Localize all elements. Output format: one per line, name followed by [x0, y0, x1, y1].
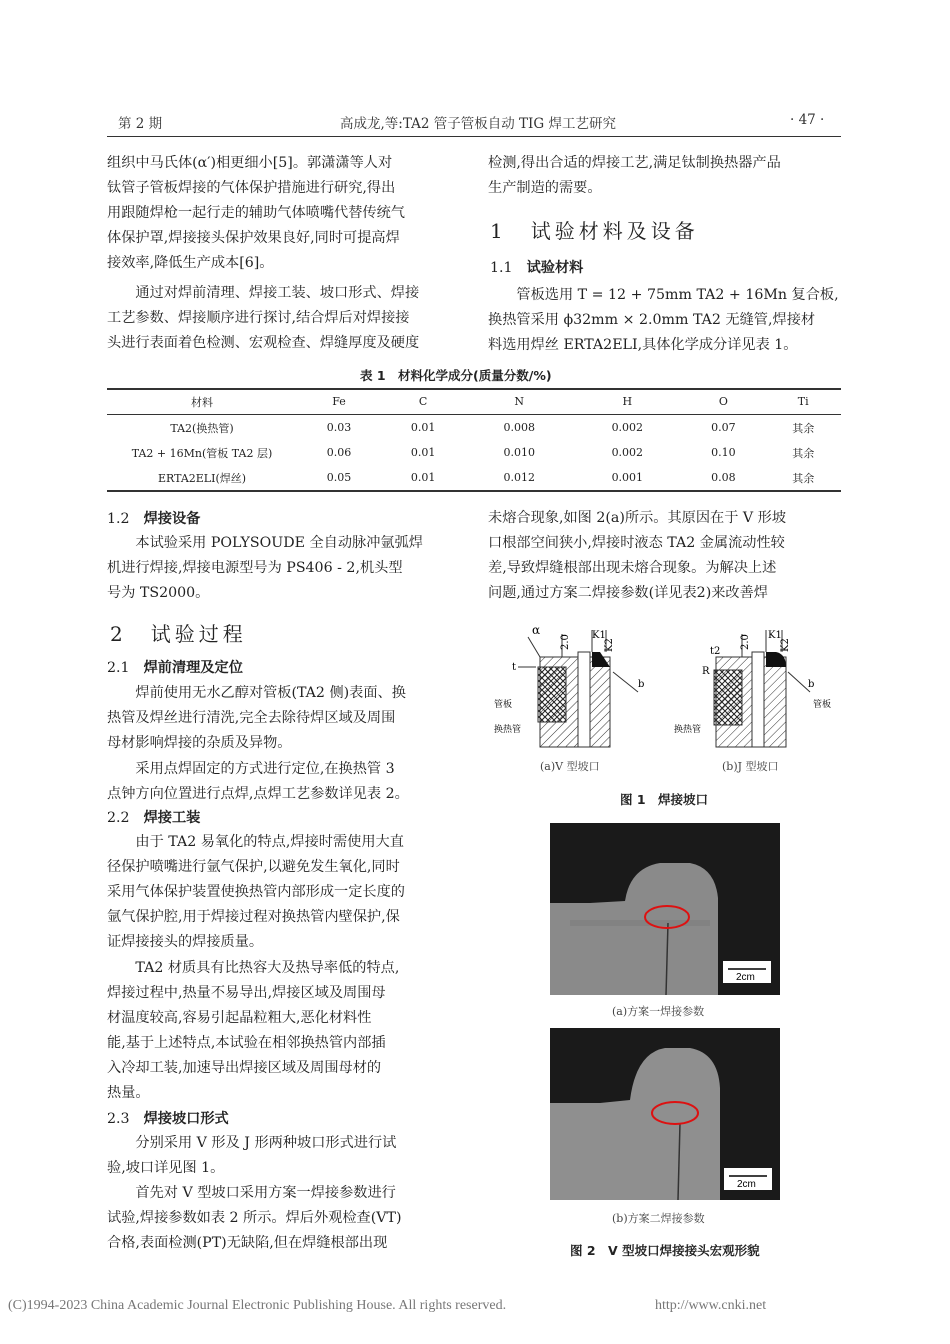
table-cell: 0.010: [503, 446, 535, 459]
figure-1a-subcaption: (a)V 型坡口: [540, 760, 600, 773]
heat-exchange-tube-label: 换热管: [674, 725, 702, 735]
tube-sheet-label: 管板: [494, 700, 513, 710]
table-cell: 0.01: [410, 471, 436, 484]
figure-1-caption: 图 1 焊接坡口: [620, 792, 709, 807]
alpha-label: α: [532, 623, 541, 637]
paragraph-2-2a: 由于 TA2 易氧化的特点,焊接时需使用大直 径保护喷嘴进行氩气保护,以避免发生氧化,同时 采用气体保护装置使换热管内部形成一定长度的 氩气保护腔,用于焊接过程对换热管内壁保护,保 证焊接接头的焊接质量。: [107, 834, 405, 950]
macro-photo-scheme-1: [550, 823, 780, 995]
table-cell: TA2(换热管): [170, 421, 234, 435]
macro-photo-1-drawing: [550, 823, 780, 995]
table-row: [107, 415, 841, 441]
table-cell: 其余: [792, 446, 815, 460]
paragraph-2-2b: TA2 材质具有比热容大及热导率低的特点, 焊接过程中,热量不易导出,焊接区域及周围母 材温度较高,容易引起晶粒粗大,恶化材料性 能,基于上述特点,本试验在相邻换热管内部插 入冷却工装,加速导出焊接区域及周围母材的 热量。: [107, 960, 400, 1101]
subsection-2-2-heading: 2.2 焊接工装: [107, 810, 201, 826]
left-paragraph-2: 通过对焊前清理、焊接工装、坡口形式、焊接 工艺参数、焊接顺序进行探讨,结合焊后对焊接接 头进行表面着色检测、宏观检查、焊缝厚度及硬度: [107, 285, 420, 351]
right-paragraph-3: 未熔合现象,如图 2(a)所示。其原因在于 V 形坡 口根部空间狭小,焊接时液态 TA2 金属流动性较 差,导致焊缝根部出现未熔合现象。为解决上述 问题,通过方案二焊接参数(详见表2)来改善焊: [488, 510, 787, 601]
r-label: R: [702, 666, 710, 677]
scale-bar-label: 2cm: [736, 972, 755, 983]
issue-number: 第 2 期: [118, 116, 163, 132]
table-cell: ERTA2ELI(焊丝): [157, 471, 247, 485]
paragraph-2-3a: 分别采用 V 形及 J 形两种坡口形式进行试 验,坡口详见图 1。: [107, 1135, 397, 1176]
table-row: [107, 465, 841, 490]
heat-exchange-tube-label: 换热管: [494, 725, 522, 735]
k1-label: K1: [592, 630, 606, 641]
running-title: 高成龙,等:TA2 管子管板自动 TIG 焊工艺研究: [340, 116, 616, 132]
page-number: · 47 ·: [790, 112, 825, 128]
table-cell: 0.012: [503, 471, 535, 484]
table-row: [107, 440, 841, 465]
figure-2b-subcaption: (b)方案二焊接参数: [612, 1212, 705, 1225]
table-cell: 其余: [792, 421, 815, 435]
subsection-2-1-heading: 2.1 焊前清理及定位: [107, 660, 243, 676]
table-header: N: [514, 395, 525, 408]
right-paragraph-1: 检测,得出合适的焊接工艺,满足钛制换热器产品 生产制造的需要。: [488, 155, 781, 196]
table-cell: 0.10: [711, 446, 736, 459]
paragraph-2-1a: 焊前使用无水乙醇对管板(TA2 侧)表面、换 热管及焊丝进行清洗,完全去除待焊区域及周围 母材影响焊接的杂质及异物。: [107, 685, 406, 751]
table-cell: 0.01: [410, 421, 436, 434]
right-paragraph-2: 管板选用 T = 12 + 75mm TA2 + 16Mn 复合板, 换热管采用 ϕ32mm × 2.0mm TA2 无缝管,焊接材 料选用焊丝 ERTA2ELI,具体化学成分详见表 1。: [488, 287, 839, 353]
table-header: C: [418, 395, 428, 408]
k1-label: K1: [768, 630, 782, 641]
table-cell: 0.05: [326, 471, 352, 484]
t-label: t: [512, 662, 517, 673]
macro-photo-2-drawing: [550, 1028, 780, 1200]
figure-1b-subcaption: (b)J 型坡口: [722, 760, 779, 773]
copyright-footer: (C)1994-2023 China Academic Journal Electronic Publishing House. All rights reserved.: [8, 1298, 507, 1313]
paragraph-1-2: 本试验采用 POLYSOUDE 全自动脉冲氩弧焊 机进行焊接,焊接电源型号为 PS406 - 2,机头型 号为 TS2000。: [107, 535, 423, 601]
subsection-1-2-heading: 1.2 焊接设备: [107, 511, 201, 527]
dimension-2-label: 2.0: [740, 634, 751, 650]
k2-label: K2: [604, 638, 615, 652]
table-header-row: [107, 389, 841, 415]
header-rule: [107, 136, 841, 137]
tube-sheet-label: 管板: [813, 700, 832, 710]
table-cell: 其余: [792, 471, 815, 485]
figure-2a-subcaption: (a)方案一焊接参数: [612, 1005, 705, 1018]
j-groove-diagram: [674, 630, 831, 747]
table-header: Fe: [332, 395, 346, 408]
table-cell: 0.002: [611, 421, 644, 434]
table-cell: 0.008: [503, 421, 535, 434]
table-header: H: [622, 395, 633, 408]
k2-label: K2: [780, 638, 791, 652]
table-cell: 0.001: [611, 471, 644, 484]
b-label: b: [808, 679, 815, 690]
table-cell: 0.08: [711, 471, 736, 484]
subsection-1-1-heading: 1.1 试验材料: [490, 260, 584, 276]
figure-1-groove-drawing: [488, 612, 843, 782]
subsection-2-3-heading: 2.3 焊接坡口形式: [107, 1111, 229, 1127]
table-cell: 0.07: [711, 421, 736, 434]
paragraph-2-3b: 首先对 V 型坡口采用方案一焊接参数进行 试验,焊接参数如表 2 所示。焊后外观检查(VT) 合格,表面检测(PT)无缺陷,但在焊缝根部出现: [107, 1185, 402, 1251]
section-1-heading: 1 试验材料及设备: [490, 219, 699, 243]
dimension-2-label: 2.0: [560, 634, 571, 650]
v-groove-diagram: [494, 623, 644, 747]
t2-label: t2: [710, 646, 721, 657]
composition-table: [107, 389, 841, 490]
scale-bar-label: 2cm: [737, 1179, 756, 1190]
left-paragraph-1: 组织中马氏体(α′)相更细小[5]。郭潇潇等人对 钛管子管板焊接的气体保护措施进行研究,得出 用跟随焊枪一起行走的辅助气体喷嘴代替传统气 体保护罩,焊接接头保护效果良好,同时可提高焊 接效率,降低生产成本[6]。: [107, 155, 405, 271]
b-label: b: [638, 679, 645, 690]
paragraph-2-1b: 采用点焊固定的方式进行定位,在换热管 3 点钟方向位置进行点焊,点焊工艺参数详见表 2。: [107, 761, 409, 802]
table-cell: 0.03: [326, 421, 352, 434]
table-cell: 0.06: [326, 446, 352, 459]
section-2-heading: 2 试验过程: [110, 622, 247, 646]
table-header: Ti: [797, 395, 809, 408]
table-1-caption: 表 1 材料化学成分(质量分数/%): [360, 368, 552, 383]
macro-photo-scheme-2: [550, 1028, 780, 1200]
cnki-url[interactable]: http://www.cnki.net: [655, 1298, 767, 1313]
table-cell: TA2 + 16Mn(管板 TA2 层): [131, 446, 273, 460]
table-bottom-rule: [107, 490, 841, 492]
table-cell: 0.01: [410, 446, 436, 459]
table-header: O: [718, 395, 728, 408]
table-cell: 0.002: [611, 446, 644, 459]
table-header: 材料: [191, 395, 213, 409]
figure-2-caption: 图 2 V 型坡口焊接接头宏观形貌: [570, 1243, 760, 1258]
